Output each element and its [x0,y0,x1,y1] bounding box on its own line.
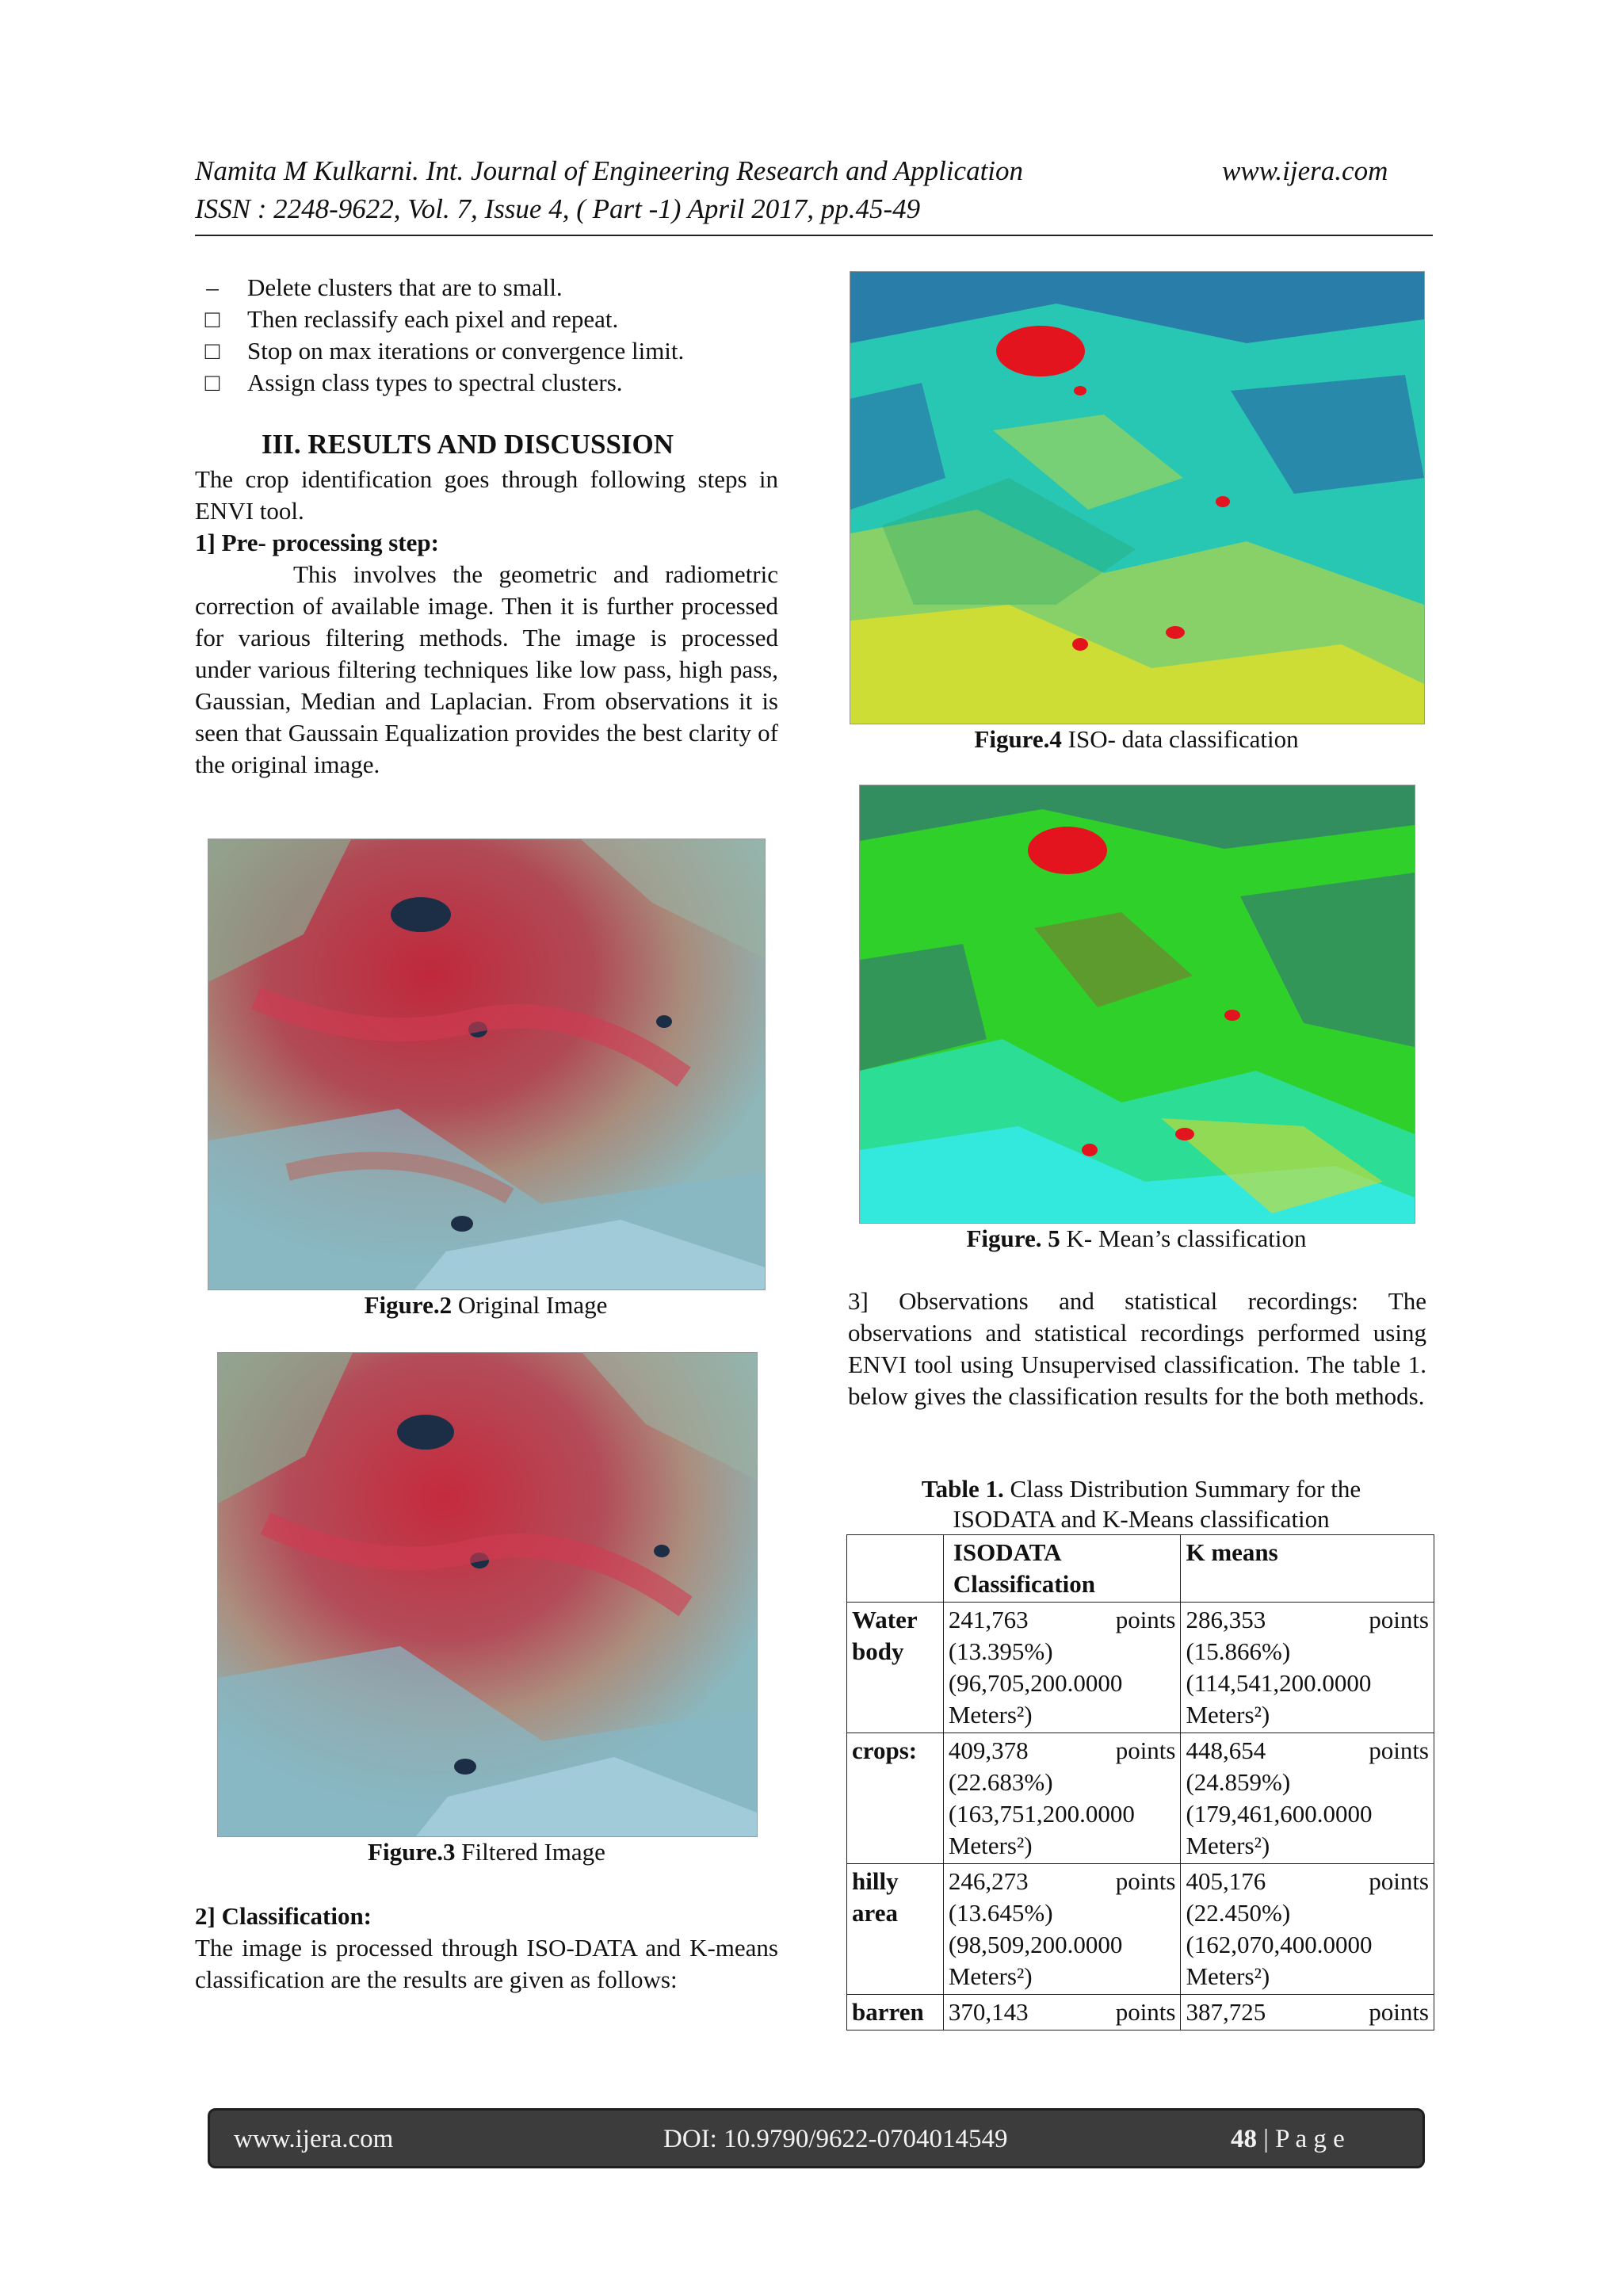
step1-paragraph: This involves the geometric and radiometric correction of available image. Then it is further processed for various filtering methods. The image is processed under various filtering techniques like low pass, high pass, Gaussian, Median and Laplacian. From observations it is seen that Gaussain Equalization provides the best clarity of the original image. [195,560,778,778]
list-item: □ Assign class types to spectral clusters. [198,367,785,399]
observations-paragraph: 3] Observations and statistical recordings: The observations and statistical recordings performed using ENVI tool using Unsupervised classification. The table 1. below gives the classification results for the both methods. [848,1287,1426,1410]
figure-5-caption: Figure. 5 K- Mean’s classification [966,1224,1307,1252]
running-header [195,155,1433,187]
list-item: □ Stop on max iterations or convergence limit. [198,335,785,367]
step2-title: 2] Classification: [195,1902,372,1930]
table-caption: Table 1. Class Distribution Summary for the ISODATA and K-Means classification [921,1475,1361,1533]
list-item: – Delete clusters that are to small. [206,273,563,301]
figure-5-kmeans-map [859,785,1415,1224]
section-title: III. RESULTS AND DISCUSSION [262,429,674,460]
figure-4-caption: Figure.4 ISO- data classification [974,725,1299,753]
square-bullet-icon: □ [204,305,220,333]
table-row: hilly area 246,273 points (13.645%) (98,509,200.0000 Meters²) 405,176 points (22.450%) (162,070,400.0000 Meters²) [847,1864,1434,1995]
table-row: barren 370,143 points 387,725 points [847,1995,1434,2030]
class-distribution-table [846,1534,1434,2030]
figure-4-isodata-map [850,271,1425,724]
table-header-cell [847,1535,944,1603]
table-row: crops: 409,378 points (22.683%) (163,751,200.0000 Meters²) 448,654 points (24.859%) (179,461,600.0000 Meters²) [847,1733,1434,1864]
left-text-block-2 [195,1901,778,1996]
intro-paragraph: The crop identification goes through following steps in ENVI tool. [195,465,778,525]
table-header-row [847,1535,1434,1603]
step1-title: 1] Pre- processing step: [195,529,439,556]
figure-2-original-image [208,839,766,1290]
table-header-cell: ISODATA Classification [943,1535,1181,1603]
left-text-block-1 [195,464,778,781]
page-footer [208,2108,1425,2168]
bullet-list [198,272,785,399]
figure-3-filtered-image [217,1352,758,1837]
table-header-cell: K means [1181,1535,1434,1603]
list-item: □ Then reclassify each pixel and repeat. [198,304,785,335]
square-bullet-icon: □ [204,369,220,396]
square-bullet-icon: □ [204,337,220,365]
page-number: 48 | P a g e [1231,2125,1345,2153]
footer-doi: DOI: 10.9790/9622-0704014549 [663,2125,1008,2153]
figure-2-caption: Figure.2 Original Image [364,1291,608,1319]
table-row: Water body 241,763 points (13.395%) (96,705,200.0000 Meters²) 286,353 points (15.866%) (114,541,200.0000 Meters²) [847,1603,1434,1733]
step2-paragraph: The image is processed through ISO-DATA and K-means classification are the results are given as follows: [195,1934,778,1993]
header-website: www.ijera.com [1222,155,1388,186]
header-issn: ISSN : 2248-9622, Vol. 7, Issue 4, ( Part -1) April 2017, pp.45-49 [195,193,921,224]
header-rule [195,235,1433,236]
figure-3-caption: Figure.3 Filtered Image [368,1838,605,1866]
header-journal: Namita M Kulkarni. Int. Journal of Engineering Research and Application [195,155,1024,186]
footer-website: www.ijera.com [234,2125,394,2153]
